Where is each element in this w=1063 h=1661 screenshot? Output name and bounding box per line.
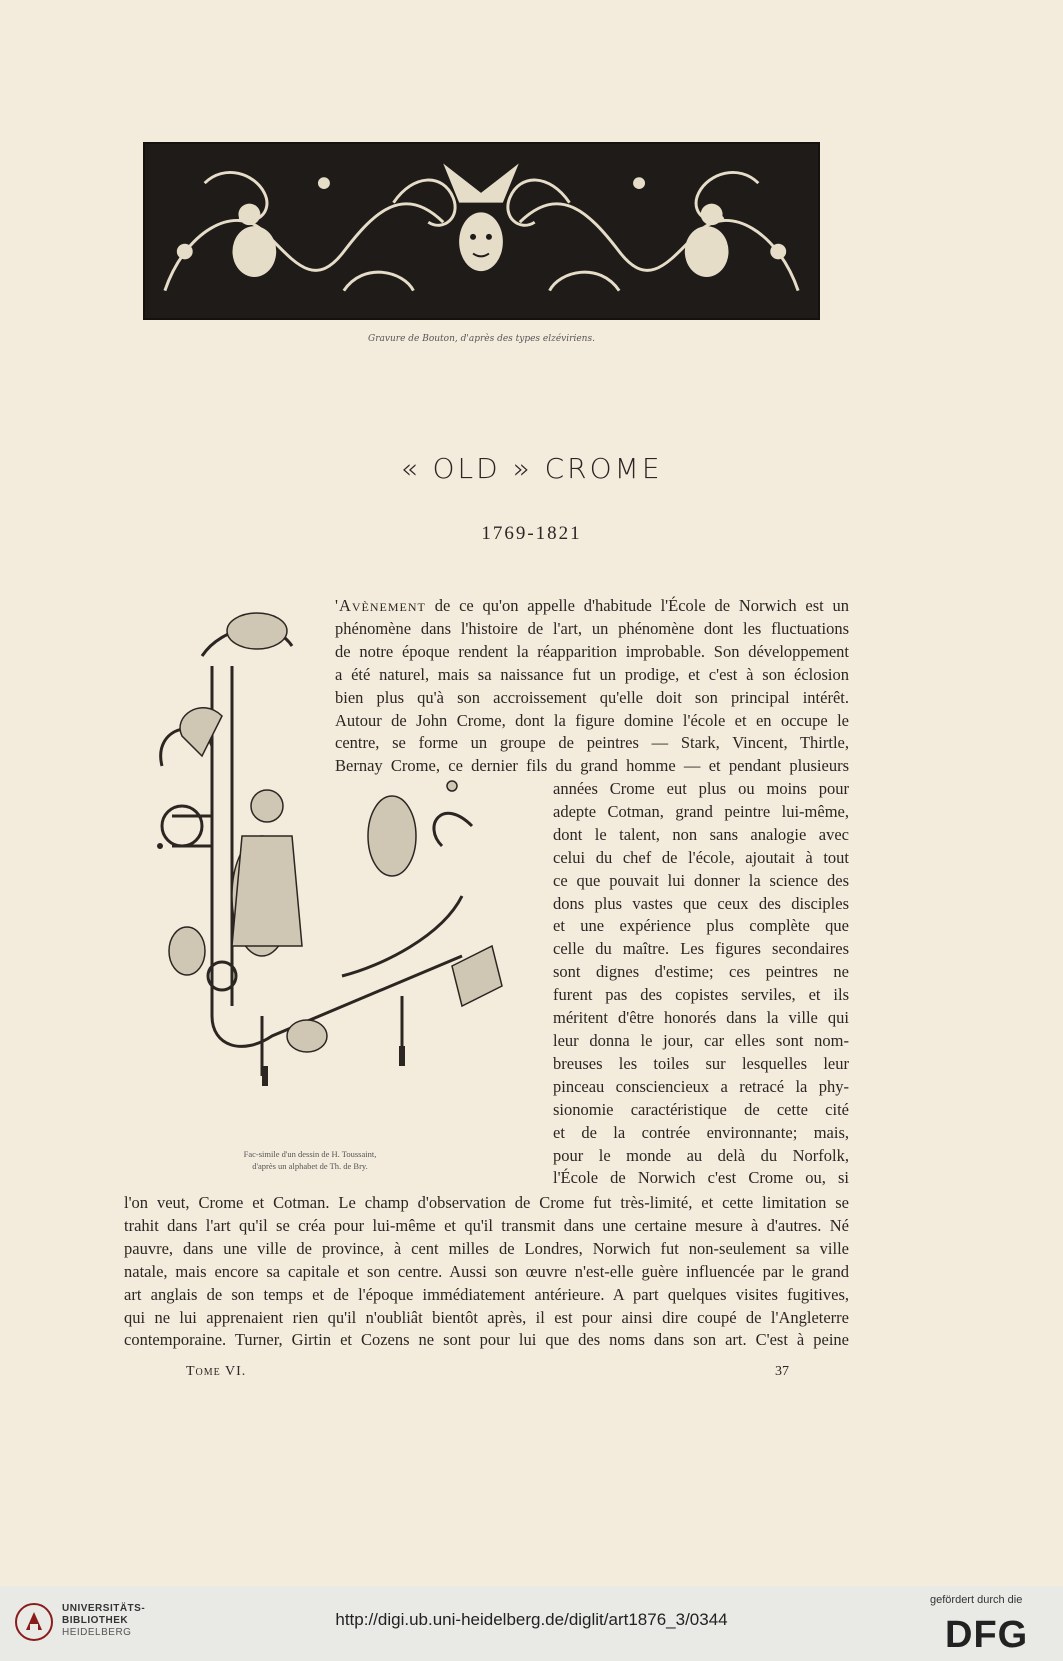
text-line: et une expérience plus complète que — [553, 916, 849, 936]
text-line: Bernay Crome, ce dernier fils du grand homme — et pendant plusieurs — [335, 756, 849, 776]
banner-ornament-image — [145, 144, 818, 318]
text-line: leur donna le jour, car elles sont nom- — [553, 1030, 849, 1050]
text-line: dons plus vastes que ceux des disciples — [553, 893, 849, 913]
text-line: ce que pouvait lui donner la science des — [553, 870, 849, 890]
text-line: et de la contrée environnante; mais, — [553, 1122, 849, 1142]
text-line: art anglais de son temps et de l'époque immédiatement antérieure. A part quelques visites fugitives, — [124, 1284, 849, 1304]
text-line: natale, mais encore sa capitale et son centre. Aussi son œuvre n'est-elle guère influencée par le grand — [124, 1261, 849, 1281]
institution-line: BIBLIOTHEK — [62, 1615, 129, 1626]
text-line: a été naturel, mais sa naissance fut un prodige, et c'est à son éclosion — [335, 664, 849, 684]
page-number: 37 — [775, 1364, 789, 1379]
volume-label: Tome VI. — [186, 1364, 247, 1379]
permalink-url[interactable]: http://digi.ub.uni-heidelberg.de/diglit/art1876_3/0344 — [335, 1610, 728, 1629]
initial-caption-line: d'après un alphabet de Th. de Bry. — [252, 1161, 368, 1171]
text-line: contemporaine. Turner, Girtin et Cozens ne sont pour lui que des noms dans son art. C'est à peine — [124, 1330, 849, 1350]
institution-line: UNIVERSITÄTS- — [62, 1603, 146, 1614]
text-line: sont dignes d'estime; ces peintres ne — [553, 962, 849, 982]
dfg-logo: DFG — [945, 1614, 1029, 1656]
text-line: phénomène dans l'histoire de l'art, un phénomène dont les fluctuations — [335, 618, 849, 638]
text-line: dont le talent, non sans analogie avec — [553, 824, 849, 844]
text-line: qui ne lui apprenaient rien qu'il n'oubliât bientôt après, il est pour ainsi dire coupé de l'Angleterre — [124, 1307, 849, 1327]
digitization-bar — [0, 1586, 1063, 1661]
text-line: années Crome eut plus ou moins pour — [553, 779, 849, 798]
funded-by-label: gefördert durch die — [930, 1594, 1023, 1606]
text-line: Autour de John Crome, dont la figure domine l'école et en occupe le — [335, 710, 849, 730]
article-title: « OLD » CROME — [400, 452, 663, 485]
text-line: l'École de Norwich c'est Crome ou, si — [553, 1168, 849, 1188]
ornamental-banner — [143, 142, 820, 320]
initial-caption-line: Fac-simile d'un dessin de H. Toussaint, — [243, 1149, 377, 1159]
drop-cap-rest: 'Avènement — [335, 596, 426, 615]
text-line: pinceau consciencieux a retracé la phy- — [553, 1076, 849, 1096]
text-line: sionomie caractéristique de cette cité — [553, 1099, 849, 1119]
text-line: furent pas des copistes serviles, et ils — [553, 985, 849, 1005]
text-line: breuses les toiles sur lesquelles leur — [553, 1053, 849, 1073]
text-line: l'on veut, Crome et Cotman. Le champ d'observation de Crome fut très-limité, et cette limitation se — [124, 1193, 849, 1212]
text-line: pour le monde au delà du Norfolk, — [553, 1145, 849, 1165]
article-text-right — [553, 778, 849, 1190]
text-line: celle du maître. Les figures secondaires — [553, 939, 849, 959]
text-line-content: de ce qu'on appelle d'habitude l'École de Norwich est un — [434, 596, 849, 615]
text-line — [335, 595, 849, 618]
institution-line: HEIDELBERG — [62, 1627, 132, 1638]
text-line: bien plus qu'à son accroissement qu'elle doit son principal intérêt. — [335, 687, 849, 707]
text-line: adepte Cotman, grand peintre lui-même, — [553, 801, 849, 821]
text-line: trahit dans l'art qu'il se créa pour lui-même et qu'il transmit dans une certaine mesure à d'autres. Né — [124, 1215, 849, 1235]
text-line: centre, se forme un groupe de peintres — Stark, Vincent, Thirtle, — [335, 733, 849, 753]
text-line: de notre époque rendent la réapparition improbable. Son développement — [335, 641, 849, 661]
text-line: celui du chef de l'école, ajoutait à tout — [553, 847, 849, 867]
initial-caption — [160, 1148, 460, 1172]
banner-caption: Gravure de Bouton, d'après des types elzéviriens. — [368, 334, 595, 344]
article-years: 1769-1821 — [481, 523, 582, 544]
article-text-bottom — [124, 1192, 849, 1352]
text-line: méritent d'être honorés dans la ville qui — [553, 1008, 849, 1028]
article-text-top — [335, 595, 849, 778]
text-line: pauvre, dans une ville de province, à cent milles de Londres, Norwich fut non-seulement sa ville — [124, 1238, 849, 1258]
